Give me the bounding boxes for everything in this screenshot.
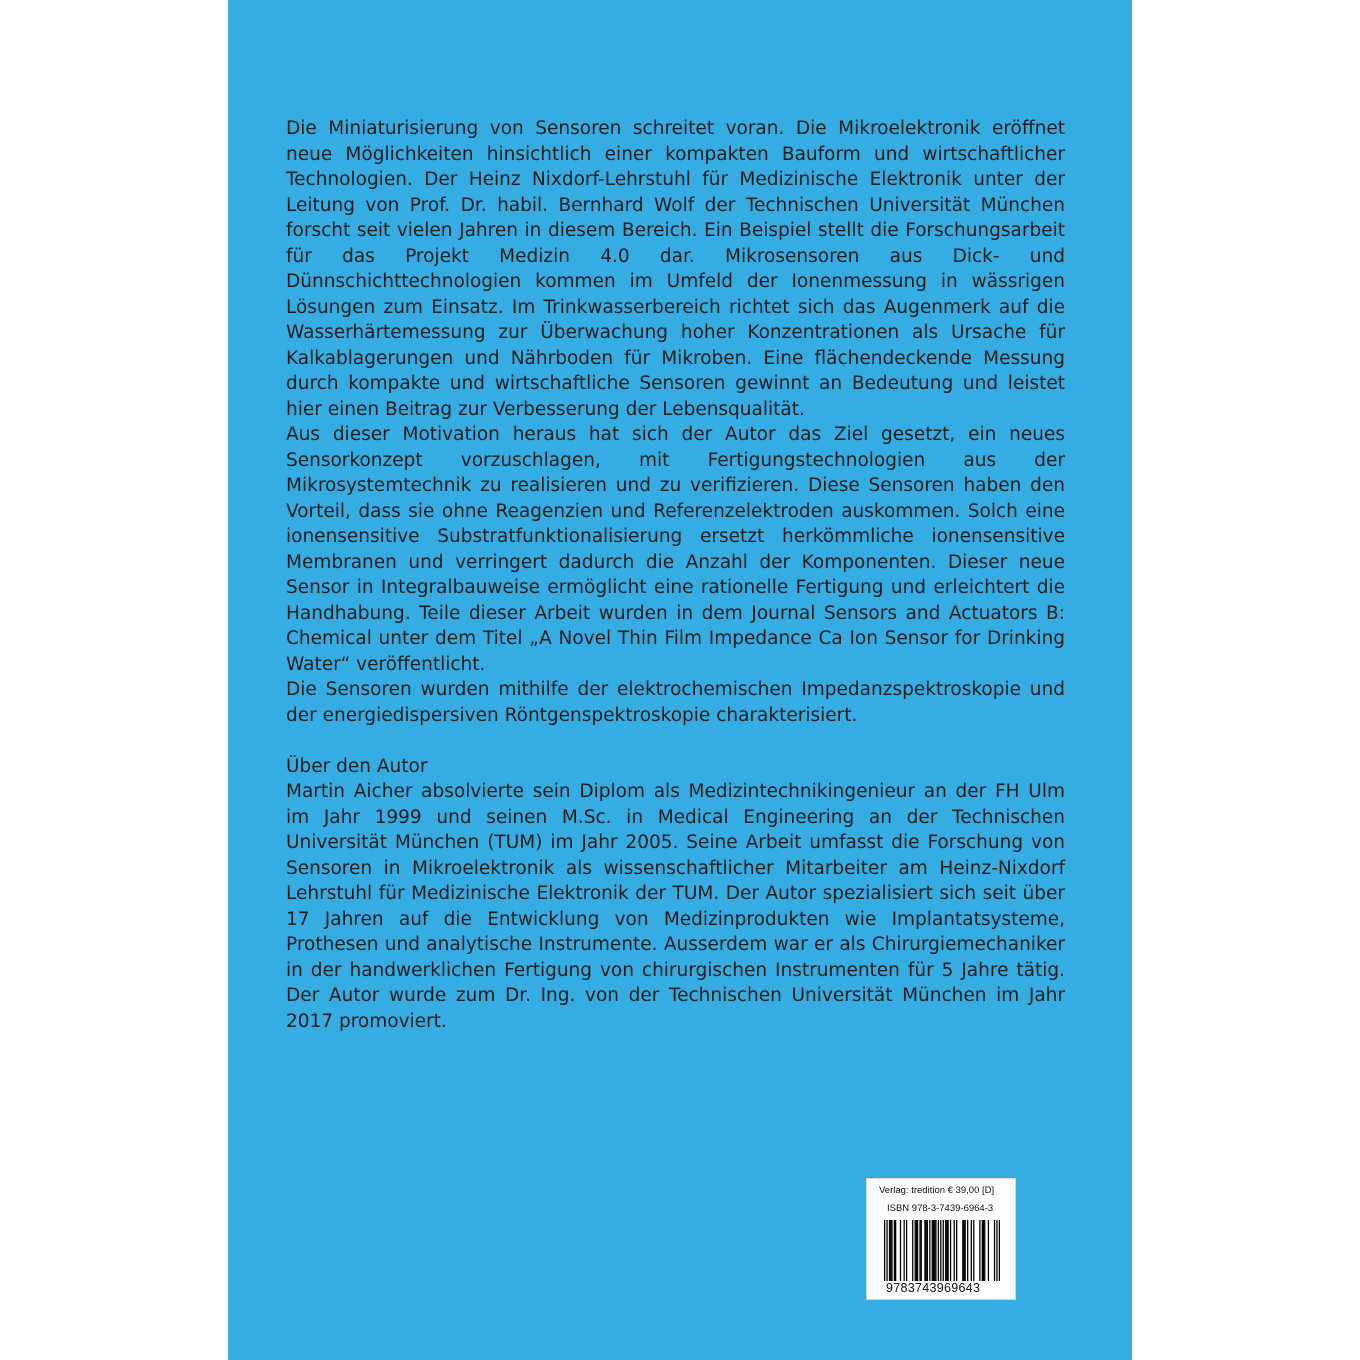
barcode-bar [943,1220,944,1281]
barcode-bar [926,1220,927,1281]
barcode-bar [886,1220,887,1281]
barcode-bar [988,1220,989,1281]
barcode-bar [947,1220,948,1281]
barcode-bar [929,1220,930,1281]
publisher-price: Verlag: tredition € 39,00 [D] [879,1185,995,1196]
barcode-bar [895,1220,896,1281]
barcode-bar [890,1220,891,1281]
barcode-bar [973,1220,974,1281]
blurb-paragraph-2: Aus dieser Motivation heraus hat sich der Autor das Ziel gesetzt, ein neues Sensorkonzept vorzuschlagen, mit Fertigungstechnologien aus der Mikrosystemtechnik zu realisieren und zu verifizieren. Diese Sensoren haben den Vorteil, dass sie ohne Reagenzien und Referenzelektroden auskommen. Solch eine ionensensitive Substratfunktionalisierung ersetzt herkömmliche ionensensitive Membranen und verringert dadurch die Anzahl der Komponenten. Dieser neue Sensor in Integralbauweise ermöglicht eine rationelle Fertigung und erleichtert die Handhabung. Teile dieser Arbeit wurden in dem Journal Sensors and Actuators B: Chemical unter dem Titel „A Novel Thin Film Impedance Ca Ion Sensor for Drinking Water“ veröffentlicht. [286,424,1065,675]
barcode-bar [924,1220,925,1281]
barcode-bar [999,1220,1000,1281]
blurb-text [286,116,1065,1034]
barcode-bar [912,1220,913,1281]
barcode-bar [984,1220,985,1281]
book-back-cover [228,0,1132,1360]
barcode-bar [963,1220,964,1281]
barcode-bar [983,1220,984,1281]
barcode-bar [979,1220,980,1281]
barcode-bar [971,1220,972,1281]
barcode-bar [950,1220,951,1281]
ean-digits: 9783743969643 [886,1281,981,1295]
barcode-bars [884,1220,1000,1281]
blurb-paragraph-1: Die Miniaturisierung von Sensoren schreitet voran. Die Mikroelektronik eröffnet neue Möglichkeiten hinsichtlich einer kompakten Bauform und wirtschaftlicher Technologien. Der Heinz Nixdorf-Lehrstuhl für Medizinische Elektronik unter der Leitung von Prof. Dr. habil. Bernhard Wolf der Technischen Universität München forscht seit vielen Jahren in diesem Bereich. Ein Beispiel stellt die Forschungsarbeit für das Projekt Medizin 4.0 dar. Mikrosensoren aus Dick- und Dünnschichttechnologien kommen im Umfeld der Ionenmessung in wässrigen Lösungen zum Einsatz. Im Trinkwasserbereich richtet sich das Augenmerk auf die Wasserhärtemessung zur Überwachung hoher Konzentrationen als Ursache für Kalkablagerungen und Nährboden für Mikroben. Eine flächendeckende Messung durch kompakte und wirtschaftliche Sensoren gewinnt an Bedeutung und leistet hier einen Beitrag zur Verbesserung der Lebensqualität. [286,118,1065,420]
barcode-bar [927,1220,928,1281]
barcode-bar [919,1220,920,1281]
barcode-bar [945,1220,946,1281]
barcode-bar [938,1220,939,1281]
author-heading: Über den Autor [286,755,428,777]
barcode-bar [932,1220,933,1281]
barcode-bar [946,1220,947,1281]
author-bio: Martin Aicher absolvierte sein Diplom als Medizintechnikingenieur an der FH Ulm im Jahr 1999 und seinen M.Sc. in Medical Engineering an der Technischen Universität München (TUM) im Jahr 2005. Seine Arbeit umfasst die Forschung von Sensoren in Mikroelektronik als wissenschaftlicher Mitarbeiter am Heinz-Nixdorf Lehrstuhl für Medizinische Elektronik der TUM. Der Autor spezialisiert sich seit über 17 Jahren auf die Entwicklung von Medizinprodukten wie Implantatsysteme, Prothesen und analytische Instrumente. Ausserdem war er als Chirurgiemechaniker in der handwerklichen Fertigung von chirurgischen Instrumenten für 5 Jahre tätig. Der Autor wurde zum Dr. Ing. von der Technischen Universität München im Jahr 2017 promoviert. [286,781,1065,1032]
barcode-bar [940,1220,941,1281]
barcode-bar [900,1220,901,1281]
barcode-bar [956,1220,957,1281]
barcode-label [866,1178,1016,1300]
barcode-bar [916,1220,917,1281]
barcode-bar [915,1220,916,1281]
barcode-bar [904,1220,905,1281]
barcode-bar [967,1220,968,1281]
barcode-bar [891,1220,892,1281]
barcode-bar [935,1220,936,1281]
barcode-bar [962,1220,963,1281]
paragraph-spacer [286,728,1065,754]
barcode-bar [982,1220,983,1281]
barcode-bar [996,1220,997,1281]
barcode-bar [884,1220,885,1281]
barcode-bar [933,1220,934,1281]
barcode-bar [934,1220,935,1281]
barcode-bar [954,1220,955,1281]
barcode-bar [921,1220,922,1281]
barcode-bar [894,1220,895,1281]
barcode-bar [917,1220,918,1281]
barcode-bar [994,1220,995,1281]
barcode-bar [906,1220,907,1281]
barcode-bar [889,1220,890,1281]
isbn-text: ISBN 978-3-7439-6964-3 [887,1203,994,1214]
blurb-paragraph-3: Die Sensoren wurden mithilfe der elektrochemischen Impedanzspektroskopie und der energiedispersiven Röntgenspektroskopie charakterisiert. [286,679,1065,726]
barcode-bar [965,1220,966,1281]
